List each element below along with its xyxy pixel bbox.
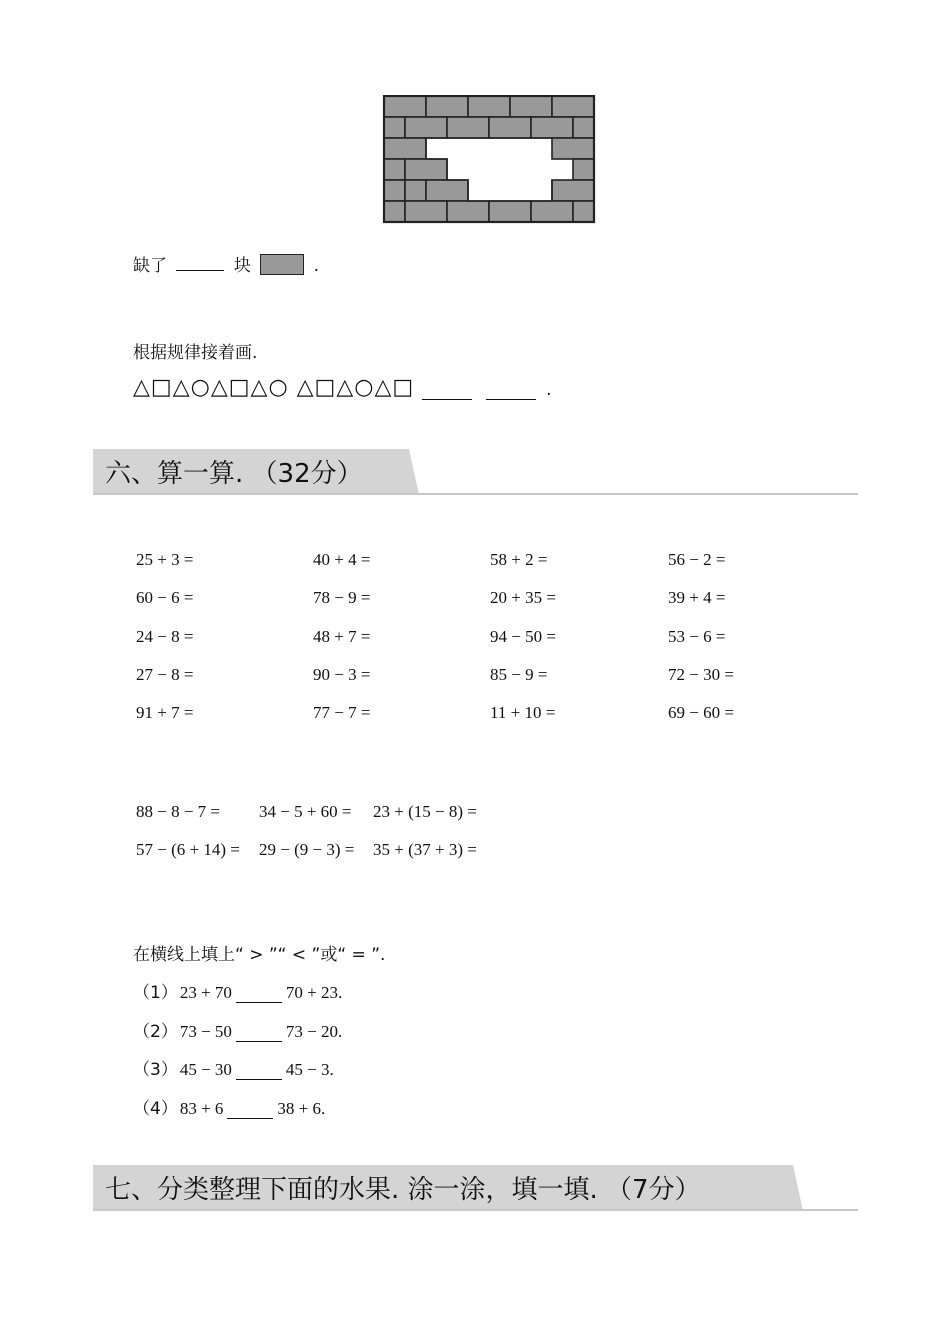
compare-right: 73 − 20. bbox=[285, 1021, 343, 1041]
pattern-blank-1[interactable] bbox=[422, 385, 472, 400]
wall-caption-post: 块 bbox=[233, 256, 251, 276]
compare-left: 73 − 50 bbox=[179, 1021, 232, 1041]
arithmetic-problem: 56 − 2 = bbox=[668, 550, 726, 569]
arithmetic-problem: 53 − 6 = bbox=[668, 626, 726, 646]
compare-left: 83 + 6 bbox=[179, 1098, 224, 1118]
pattern-end: . bbox=[546, 380, 552, 400]
wall-caption-pre: 缺了 bbox=[133, 256, 167, 276]
compare-right: 45 − 3. bbox=[285, 1060, 334, 1079]
compare-instruction: 在横线上填上“ > ”“ < ”或“ = ”. bbox=[133, 945, 386, 965]
mixed-problem: 88 − 8 − 7 = bbox=[136, 802, 221, 821]
pattern-row bbox=[133, 375, 552, 400]
compare-right: 70 + 23. bbox=[285, 983, 343, 1002]
wall-caption-end: . bbox=[313, 256, 320, 276]
compare-blank[interactable] bbox=[236, 1065, 282, 1080]
arithmetic-problem: 69 − 60 = bbox=[668, 703, 734, 723]
pattern-blank-2[interactable] bbox=[486, 385, 536, 400]
mixed-problem: 29 − (9 − 3) = bbox=[259, 840, 355, 859]
brick-wall-figure bbox=[382, 95, 597, 225]
pattern-instruction: 根据规律接着画. bbox=[133, 343, 258, 363]
compare-blank[interactable] bbox=[236, 1027, 282, 1042]
brick-swatch bbox=[260, 254, 304, 275]
arithmetic-problem: 40 + 4 = bbox=[313, 550, 371, 569]
compare-item bbox=[133, 978, 342, 1003]
compare-item-number: （2） bbox=[133, 1021, 178, 1042]
arithmetic-problem: 58 + 2 = bbox=[490, 550, 548, 569]
section-6-title: 六、算一算. （32分） bbox=[105, 459, 363, 489]
mixed-problem: 35 + (37 + 3) = bbox=[373, 840, 477, 859]
arithmetic-problem: 72 − 30 = bbox=[668, 664, 734, 684]
answer-blank[interactable] bbox=[176, 256, 224, 271]
arithmetic-problem: 85 − 9 = bbox=[490, 664, 548, 684]
section-7-rule bbox=[93, 1209, 858, 1211]
compare-blank[interactable] bbox=[236, 988, 282, 1003]
compare-item-number: （1） bbox=[133, 983, 178, 1003]
shape-sequence: △□△○△□△○ △□△○△□ bbox=[133, 375, 415, 400]
arithmetic-problem: 77 − 7 = bbox=[313, 703, 371, 723]
section-6-rule bbox=[93, 493, 858, 495]
arithmetic-problem: 25 + 3 = bbox=[136, 550, 194, 569]
arithmetic-problem: 94 − 50 = bbox=[490, 626, 556, 646]
compare-left: 45 − 30 bbox=[179, 1060, 232, 1079]
section-6-header bbox=[93, 449, 858, 495]
arithmetic-problem: 78 − 9 = bbox=[313, 588, 371, 608]
compare-item bbox=[133, 1017, 342, 1042]
compare-item bbox=[133, 1055, 334, 1080]
arithmetic-problem: 60 − 6 = bbox=[136, 588, 194, 608]
arithmetic-problem: 11 + 10 = bbox=[490, 703, 556, 723]
compare-item-number: （3） bbox=[133, 1060, 178, 1080]
arithmetic-problem: 20 + 35 = bbox=[490, 588, 556, 608]
mixed-problem: 57 − (6 + 14) = bbox=[136, 840, 240, 859]
mixed-problem: 23 + (15 − 8) = bbox=[373, 802, 477, 821]
arithmetic-problem: 90 − 3 = bbox=[313, 664, 371, 684]
section-7-title: 七、分类整理下面的水果. 涂一涂，填一填. （7分） bbox=[105, 1175, 701, 1205]
compare-item-number: （4） bbox=[133, 1098, 178, 1119]
mixed-problem: 34 − 5 + 60 = bbox=[259, 802, 352, 821]
compare-right: 38 + 6. bbox=[277, 1098, 326, 1118]
arithmetic-problem: 91 + 7 = bbox=[136, 703, 194, 723]
compare-left: 23 + 70 bbox=[179, 983, 232, 1002]
wall-caption bbox=[133, 251, 319, 276]
arithmetic-problem: 48 + 7 = bbox=[313, 626, 371, 646]
arithmetic-problem: 39 + 4 = bbox=[668, 588, 726, 608]
compare-item bbox=[133, 1094, 325, 1119]
arithmetic-problem: 24 − 8 = bbox=[136, 626, 194, 646]
arithmetic-problem: 27 − 8 = bbox=[136, 664, 194, 684]
compare-blank[interactable] bbox=[227, 1104, 273, 1119]
section-7-header bbox=[93, 1165, 858, 1211]
